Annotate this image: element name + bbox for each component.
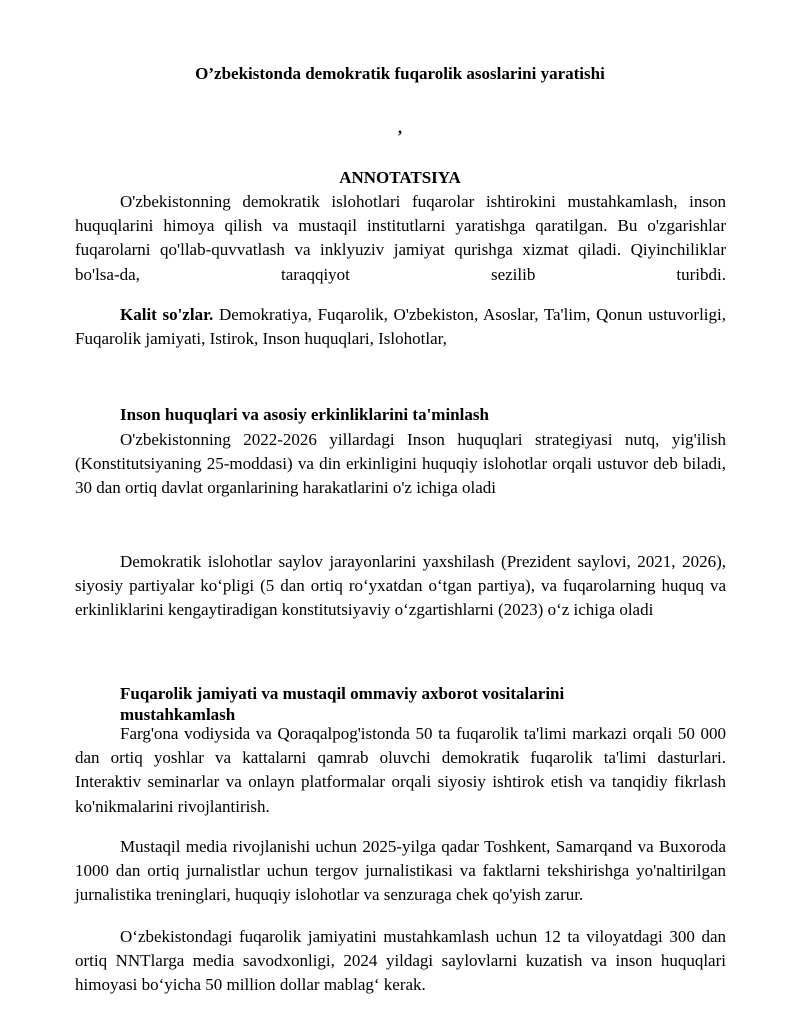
section-heading-civil-society: Fuqarolik jamiyati va mustaqil ommaviy axborot vositalarini mustahkamlash	[120, 684, 565, 724]
annotation-heading: ANNOTATSIYA	[339, 168, 461, 187]
title-separator: ,	[397, 118, 403, 137]
section-1-paragraph-1: O'zbekistonning 2022-2026 yillardagi Inson huquqlari strategiyasi nutq, yig'ilish (Konstitutsiyaning 25-moddasi) va din erkinligini huquqiy islohotlar orqali ustuvor deb biladi, 30 dan ortiq davlat organlarining harakatlarini o'z ichiga oladi	[75, 430, 726, 498]
section-1-paragraph-2: Demokratik islohotlar saylov jarayonlarini yaxshilash (Prezident saylovi, 2021, 2026), siyosiy partiyalar ko‘pligi (5 dan ortiq ro‘yxatdan o‘tgan partiya), va fuqarolarning huquq va erkinliklarini kengaytiradigan konstitutsiyaviy o‘zgartishlarni (2023) o‘z ichiga oladi	[75, 552, 726, 620]
section-2-paragraph-2: Mustaqil media rivojlanishi uchun 2025-yilga qadar Toshkent, Samarqand va Buxoroda 1000 dan ortiq jurnalistlar uchun tergov jurnalistikasi va faktlarni tekshirishga yo'naltirilgan jurnalistika treninglari, huquqiy islohotlar va senzuraga chek qo'yish zarur.	[75, 837, 726, 905]
section-heading-human-rights: Inson huquqlari va asosiy erkinliklarini ta'minlash	[120, 405, 489, 424]
keywords-text: Demokratiya, Fuqarolik, O'zbekiston, Asoslar, Ta'lim, Qonun ustuvorligi, Fuqarolik jamiyati, Istirok, Inson huquqlari, Islohotlar,	[75, 305, 726, 349]
section-2-paragraph-3: O‘zbekistondagi fuqarolik jamiyatini mustahkamlash uchun 12 ta viloyatdagi 300 dan ortiq NNTlarga media savodxonligi, 2024 yildagi saylovlarni kuzatish va inson huquqlari himoyasi bo‘yicha 50 million dollar mablag‘ kerak.	[75, 927, 726, 995]
keywords-paragraph	[75, 303, 726, 351]
document-title: O’zbekistonda demokratik fuqarolik asoslarini yaratishi	[195, 64, 605, 83]
section-2-paragraph-1: Farg'ona vodiysida va Qoraqalpog'istonda 50 ta fuqarolik ta'limi markazi orqali 50 000 dan ortiq yoshlar va kattalarni qamrab oluvchi demokratik fuqarolik ta'limi dasturlari. Interaktiv seminarlar va onlayn platformalar orqali siyosiy ishtirok etish va tanqidiy fikrlash ko'nikmalarini rivojlantirish.	[75, 724, 726, 816]
keywords-label: Kalit so'zlar.	[120, 305, 214, 324]
annotation-paragraph: O'zbekistonning demokratik islohotlari fuqarolar ishtirokini mustahkamlash, inson huquqlarini himoya qilish va mustaqil institutlarni yaratishga qaratilgan. Bu o'zgarishlar fuqarolarni qo'llab-quvvatlash va inklyuziv jamiyat qurishga xizmat qiladi. Qiyinchiliklar bo'lsa-da, taraqqiyot sezilib turibdi.	[75, 192, 726, 284]
